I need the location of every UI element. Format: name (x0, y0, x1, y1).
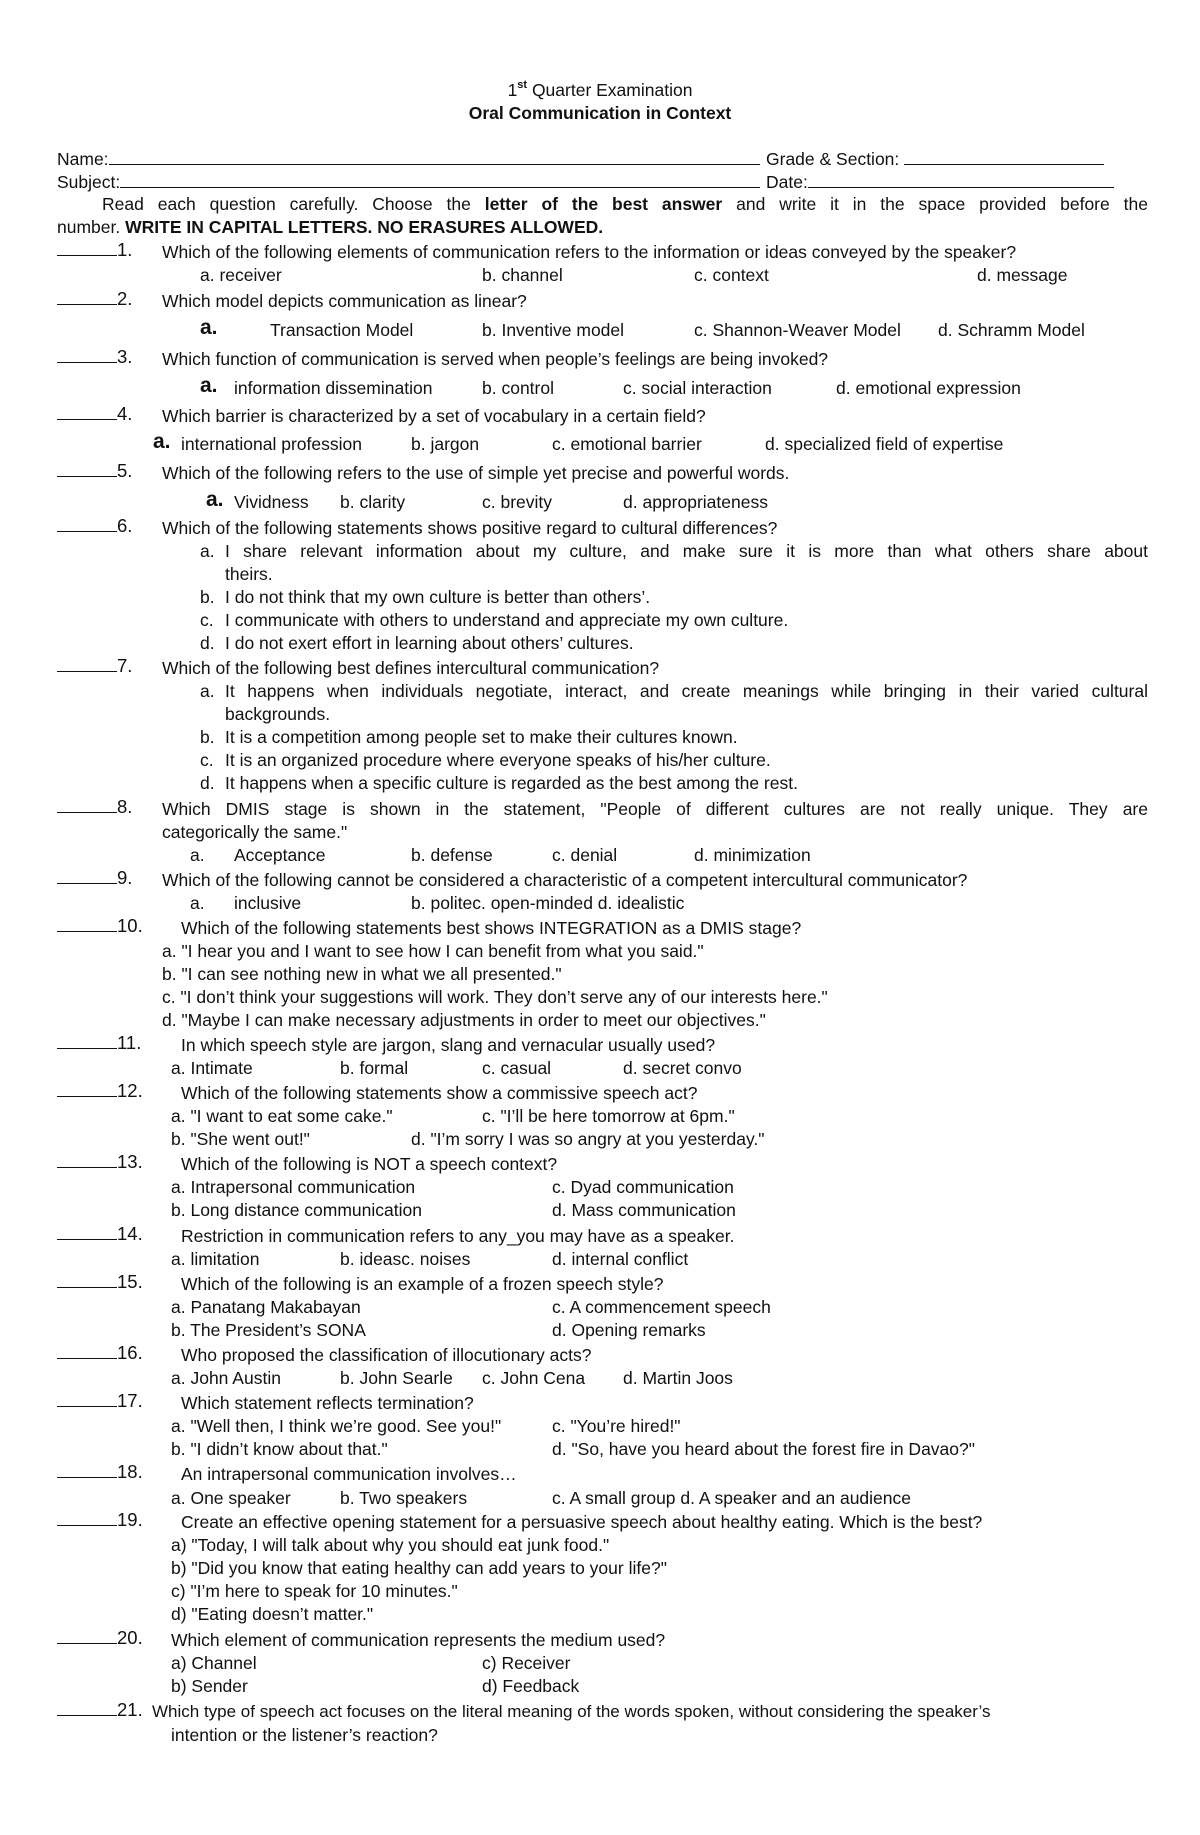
q6-option-b-letter: b. (200, 587, 215, 607)
q8-option-c: c. denial (552, 845, 618, 865)
q6-option-d-letter: d. (200, 633, 215, 653)
q16-option-a: a. John Austin (171, 1368, 281, 1388)
q2-option-b: b. Inventive model (482, 320, 625, 340)
answer-blank-16[interactable]: 16. (57, 1343, 143, 1363)
q18-option-b: b. Two speakers (340, 1488, 468, 1508)
q10-option-a: a. "I hear you and I want to see how I can benefit from what you said." (162, 941, 704, 961)
q19-option-c: c) "I’m here to speak for 10 minutes." (171, 1581, 458, 1601)
q3-option-a: information dissemination (234, 378, 433, 398)
q4-option-a-letter: a. (153, 430, 171, 453)
q4-option-b: b. jargon (411, 434, 480, 454)
q6-option-d: I do not exert effort in learning about others’ cultures. (225, 633, 634, 653)
q4-option-c: c. emotional barrier (552, 434, 702, 454)
q5-option-b: b. clarity (340, 492, 406, 512)
q7-option-a: It happens when individuals negotiate, interact, and create meanings while bringing in their varied cultural (225, 681, 1148, 701)
question-8-text: Which DMIS stage is shown in the statement, "People of different cultures are not really unique. They are (162, 799, 1148, 819)
answer-blank-20[interactable]: 20. (57, 1628, 143, 1648)
q8-option-a: Acceptance (234, 845, 326, 865)
q18-options-cd: c. A small group d. A speaker and an audience (552, 1488, 911, 1508)
q1-option-c: c. context (694, 265, 769, 285)
q17-option-c: c. "You’re hired!" (552, 1416, 681, 1436)
name-label: Name: (57, 149, 109, 169)
question-16-text: Who proposed the classification of illocutionary acts? (181, 1345, 592, 1365)
q7-option-c: It is an organized procedure where everyone speaks of his/her culture. (225, 750, 771, 770)
q12-option-c: c. "I’ll be here tomorrow at 6pm." (482, 1106, 735, 1126)
answer-blank-18[interactable]: 18. (57, 1462, 143, 1482)
q5-option-d: d. appropriateness (623, 492, 768, 512)
subject-field[interactable] (57, 171, 760, 192)
q3-option-d: d. emotional expression (836, 378, 1021, 398)
grade-field[interactable] (766, 148, 1104, 169)
q8-option-b: b. defense (411, 845, 493, 865)
q20-option-d: d) Feedback (482, 1676, 580, 1696)
q17-option-a: a. "Well then, I think we’re good. See you!" (171, 1416, 502, 1436)
answer-blank-9[interactable]: 9. (57, 868, 132, 888)
q19-option-d: d) "Eating doesn’t matter." (171, 1604, 374, 1624)
question-3-text: Which function of communication is served when people’s feelings are being invoked? (162, 349, 829, 369)
question-9-text: Which of the following cannot be considered a characteristic of a competent intercultural communicator? (162, 870, 968, 890)
answer-blank-2[interactable]: 2. (57, 289, 132, 309)
date-blank[interactable] (808, 171, 1114, 188)
q1-option-b: b. channel (482, 265, 563, 285)
q5-option-a: Vividness (234, 492, 309, 512)
q16-option-d: d. Martin Joos (623, 1368, 733, 1388)
answer-blank-4[interactable]: 4. (57, 404, 132, 424)
answer-blank-3[interactable]: 3. (57, 347, 132, 367)
answer-blank-5[interactable]: 5. (57, 461, 132, 481)
q20-option-a: a) Channel (171, 1653, 257, 1673)
answer-blank-6[interactable]: 6. (57, 516, 132, 536)
q15-option-b: b. The President’s SONA (171, 1320, 366, 1340)
q2-option-c: c. Shannon-Weaver Model (694, 320, 901, 340)
question-15-text: Which of the following is an example of a frozen speech style? (181, 1274, 664, 1294)
q2-option-a-letter: a. (200, 316, 218, 339)
q11-option-a: a. Intimate (171, 1058, 253, 1078)
q5-option-a-letter: a. (206, 488, 224, 511)
q7-option-d-letter: d. (200, 773, 215, 793)
q14-options-bc: b. ideasc. noises (340, 1249, 471, 1269)
q12-option-a: a. "I want to eat some cake." (171, 1106, 393, 1126)
answer-blank-13[interactable]: 13. (57, 1152, 143, 1172)
answer-blank-17[interactable]: 17. (57, 1391, 143, 1411)
q8-option-a-letter: a. (190, 845, 205, 865)
q11-option-c: c. casual (482, 1058, 552, 1078)
question-13-text: Which of the following is NOT a speech context? (181, 1154, 558, 1174)
question-17-text: Which statement reflects termination? (181, 1393, 474, 1413)
answer-blank-7[interactable]: 7. (57, 656, 132, 676)
q19-option-b: b) "Did you know that eating healthy can add years to your life?" (171, 1558, 667, 1578)
name-field[interactable] (57, 148, 760, 169)
q4-option-d: d. specialized field of expertise (765, 434, 1004, 454)
q17-option-b: b. "I didn’t know about that." (171, 1439, 388, 1459)
name-blank[interactable] (109, 148, 760, 165)
answer-blank-14[interactable]: 14. (57, 1224, 143, 1244)
question-19-text: Create an effective opening statement for a persuasive speech about healthy eating. Which is the best? (181, 1512, 983, 1532)
question-20-text: Which element of communication represents the medium used? (171, 1630, 666, 1650)
q6-option-a-cont: theirs. (225, 564, 273, 584)
question-1-text: Which of the following elements of communication refers to the information or ideas conveyed by the speaker? (162, 242, 1017, 262)
instructions-line1: Read each question carefully. Choose the letter of the best answer and write it in the space provided before the (102, 194, 1148, 214)
q1-option-d: d. message (977, 265, 1068, 285)
q1-option-a: a. receiver (200, 265, 282, 285)
answer-blank-12[interactable]: 12. (57, 1081, 143, 1101)
q13-option-b: b. Long distance communication (171, 1200, 422, 1220)
q11-option-b: b. formal (340, 1058, 409, 1078)
q18-option-a: a. One speaker (171, 1488, 291, 1508)
question-14-text: Restriction in communication refers to any_you may have as a speaker. (181, 1226, 735, 1246)
q16-option-b: b. John Searle (340, 1368, 453, 1388)
q9-options-bcd: b. politec. open-minded d. idealistic (411, 893, 685, 913)
question-10-text: Which of the following statements best shows INTEGRATION as a DMIS stage? (181, 918, 802, 938)
q6-option-c-letter: c. (200, 610, 214, 630)
grade-blank[interactable] (904, 148, 1104, 165)
q19-option-a: a) "Today, I will talk about why you should eat junk food." (171, 1535, 610, 1555)
subject-title: Oral Communication in Context (468, 103, 732, 123)
answer-blank-19[interactable]: 19. (57, 1510, 143, 1530)
q9-option-a-letter: a. (190, 893, 205, 913)
q4-option-a: international profession (181, 434, 362, 454)
q14-option-d: d. internal conflict (552, 1249, 689, 1269)
exam-title: 1st Quarter Examination (507, 79, 693, 100)
q7-option-c-letter: c. (200, 750, 214, 770)
q9-option-a: inclusive (234, 893, 302, 913)
question-11-text: In which speech style are jargon, slang and vernacular usually used? (181, 1035, 716, 1055)
q3-option-c: c. social interaction (623, 378, 772, 398)
question-4-text: Which barrier is characterized by a set of vocabulary in a certain field? (162, 406, 706, 426)
question-18-text: An intrapersonal communication involves… (181, 1464, 517, 1484)
question-5-text: Which of the following refers to the use of simple yet precise and powerful words. (162, 463, 790, 483)
q7-option-d: It happens when a specific culture is regarded as the best among the rest. (225, 773, 798, 793)
q12-option-d: d. "I’m sorry I was so angry at you yesterday." (411, 1129, 765, 1149)
q17-option-d: d. "So, have you heard about the forest fire in Davao?" (552, 1439, 975, 1459)
date-label: Date: (766, 172, 808, 192)
q7-option-b: It is a competition among people set to make their cultures known. (225, 727, 738, 747)
q6-option-a-letter: a. (200, 541, 215, 561)
q3-option-a-letter: a. (200, 374, 218, 397)
q12-option-b: b. "She went out!" (171, 1129, 310, 1149)
q13-option-c: c. Dyad communication (552, 1177, 734, 1197)
question-8-text-cont: categorically the same." (162, 822, 348, 842)
answer-blank-10[interactable]: 10. (57, 916, 143, 936)
answer-blank-15[interactable]: 15. (57, 1272, 143, 1292)
q15-option-a: a. Panatang Makabayan (171, 1297, 361, 1317)
q6-option-b: I do not think that my own culture is better than others’. (225, 587, 651, 607)
q2-option-d: d. Schramm Model (938, 320, 1085, 340)
q13-option-d: d. Mass communication (552, 1200, 736, 1220)
q6-option-c: I communicate with others to understand and appreciate my own culture. (225, 610, 789, 630)
q14-option-a: a. limitation (171, 1249, 260, 1269)
q10-option-c: c. "I don’t think your suggestions will work. They don’t serve any of our interests here." (162, 987, 828, 1007)
q8-option-d: d. minimization (694, 845, 811, 865)
q13-option-a: a. Intrapersonal communication (171, 1177, 416, 1197)
q7-option-a-letter: a. (200, 681, 215, 701)
question-21-text-cont: intention or the listener’s reaction? (171, 1725, 438, 1745)
q3-option-b: b. control (482, 378, 554, 398)
answer-blank-21[interactable]: 21. (57, 1700, 143, 1720)
instructions-line2: number. WRITE IN CAPITAL LETTERS. NO ERASURES ALLOWED. (57, 217, 604, 237)
q7-option-a-cont: backgrounds. (225, 704, 331, 724)
q15-option-c: c. A commencement speech (552, 1297, 771, 1317)
subject-label: Subject: (57, 172, 121, 192)
question-7-text: Which of the following best defines intercultural communication? (162, 658, 660, 678)
answer-blank-1[interactable]: 1. (57, 240, 132, 260)
q11-option-d: d. secret convo (623, 1058, 742, 1078)
date-field[interactable] (766, 171, 1114, 192)
q2-option-a: Transaction Model (270, 320, 414, 340)
question-6-text: Which of the following statements shows positive regard to cultural differences? (162, 518, 778, 538)
q20-option-c: c) Receiver (482, 1653, 571, 1673)
q6-option-a: I share relevant information about my culture, and make sure it is more than what others share about (225, 541, 1148, 561)
q10-option-d: d. "Maybe I can make necessary adjustments in order to meet our objectives." (162, 1010, 766, 1030)
q16-option-c: c. John Cena (482, 1368, 586, 1388)
q15-option-d: d. Opening remarks (552, 1320, 706, 1340)
q10-option-b: b. "I can see nothing new in what we all presented." (162, 964, 562, 984)
subject-blank[interactable] (120, 171, 760, 188)
question-21-text: Which type of speech act focuses on the literal meaning of the words spoken, without considering the speaker’s (152, 1702, 991, 1721)
grade-label: Grade & Section: (766, 149, 900, 169)
q20-option-b: b) Sender (171, 1676, 248, 1696)
question-2-text: Which model depicts communication as linear? (162, 291, 527, 311)
answer-blank-11[interactable]: 11. (57, 1033, 141, 1053)
answer-blank-8[interactable]: 8. (57, 797, 132, 817)
question-12-text: Which of the following statements show a commissive speech act? (181, 1083, 698, 1103)
q5-option-c: c. brevity (482, 492, 553, 512)
q7-option-b-letter: b. (200, 727, 215, 747)
